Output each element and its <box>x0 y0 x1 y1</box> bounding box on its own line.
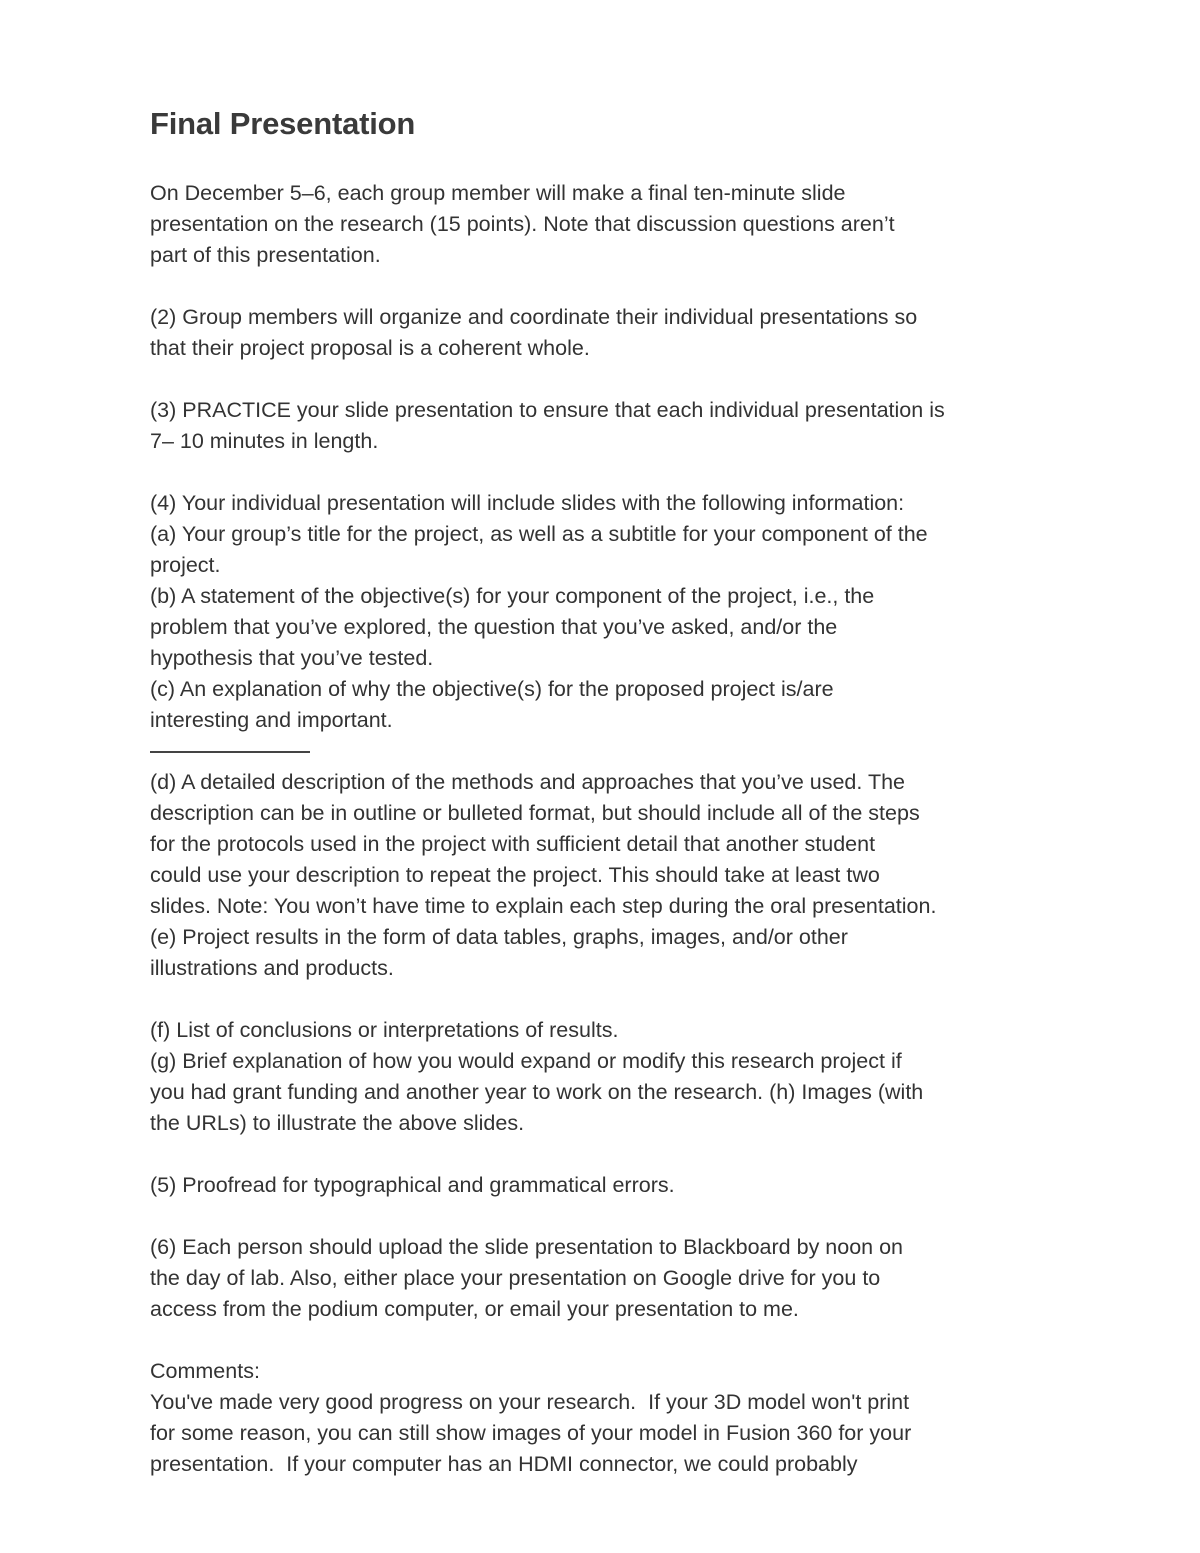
text-line: you had grant funding and another year to work on the research. (h) Images (with <box>150 1080 924 1104</box>
paragraph-spacer <box>150 984 1070 1015</box>
paragraph-spacer <box>150 1139 1070 1170</box>
text-line: project. <box>150 553 221 577</box>
item-3-paragraph <box>150 395 1070 457</box>
text-line: description can be in outline or bulleted format, but should include all of the steps <box>150 801 920 825</box>
item-d-e-paragraph <box>150 767 1070 984</box>
text-line: hypothesis that you’ve tested. <box>150 646 434 670</box>
text-line: (f) List of conclusions or interpretations of results. <box>150 1018 619 1042</box>
comments-heading: Comments: <box>150 1359 260 1383</box>
text-line: (b) A statement of the objective(s) for your component of the project, i.e., the <box>150 584 875 608</box>
text-line: On December 5–6, each group member will make a final ten-minute slide <box>150 181 846 205</box>
comments-paragraph <box>150 1356 1070 1480</box>
text-line: problem that you’ve explored, the question that you’ve asked, and/or the <box>150 615 838 639</box>
paragraph-spacer <box>150 457 1070 488</box>
text-line: part of this presentation. <box>150 243 381 267</box>
text-line: (e) Project results in the form of data tables, graphs, images, and/or other <box>150 925 848 949</box>
text-line: for some reason, you can still show images of your model in Fusion 360 for your <box>150 1421 912 1445</box>
intro-paragraph <box>150 178 1070 271</box>
text-line: presentation. If your computer has an HDMI connector, we could probably <box>150 1452 858 1476</box>
item-5-paragraph <box>150 1170 1070 1201</box>
text-line: (6) Each person should upload the slide presentation to Blackboard by noon on <box>150 1235 904 1259</box>
item-2-paragraph <box>150 302 1070 364</box>
divider-line <box>150 751 310 753</box>
text-line: that their project proposal is a coherent whole. <box>150 336 590 360</box>
document-page <box>150 104 1070 1480</box>
text-line: illustrations and products. <box>150 956 394 980</box>
text-line: presentation on the research (15 points). Note that discussion questions aren’t <box>150 212 895 236</box>
text-line: 7– 10 minutes in length. <box>150 429 379 453</box>
text-line: could use your description to repeat the project. This should take at least two <box>150 863 880 887</box>
paragraph-spacer <box>150 364 1070 395</box>
horizontal-divider <box>150 736 1070 767</box>
text-line: (5) Proofread for typographical and grammatical errors. <box>150 1173 675 1197</box>
text-line: slides. Note: You won’t have time to explain each step during the oral presentation. <box>150 894 937 918</box>
text-line: for the protocols used in the project with sufficient detail that another student <box>150 832 876 856</box>
text-line: You've made very good progress on your research. If your 3D model won't print <box>150 1390 910 1414</box>
item-6-paragraph <box>150 1232 1070 1325</box>
paragraph-spacer <box>150 1325 1070 1356</box>
text-line: (d) A detailed description of the methods and approaches that you’ve used. The <box>150 770 905 794</box>
paragraph-spacer <box>150 1201 1070 1232</box>
page-title: Final Presentation <box>150 106 416 141</box>
text-line: the URLs) to illustrate the above slides. <box>150 1111 525 1135</box>
text-line: interesting and important. <box>150 708 393 732</box>
paragraph-spacer <box>150 271 1070 302</box>
text-line: (c) An explanation of why the objective(s) for the proposed project is/are <box>150 677 834 701</box>
text-line: (4) Your individual presentation will include slides with the following information: <box>150 491 905 515</box>
text-line: (g) Brief explanation of how you would expand or modify this research project if <box>150 1049 902 1073</box>
text-line: (3) PRACTICE your slide presentation to ensure that each individual presentation is <box>150 398 945 422</box>
item-f-g-h-paragraph <box>150 1015 1070 1139</box>
text-line: access from the podium computer, or email your presentation to me. <box>150 1297 799 1321</box>
text-line: (a) Your group’s title for the project, as well as a subtitle for your component of the <box>150 522 928 546</box>
text-line: (2) Group members will organize and coordinate their individual presentations so <box>150 305 918 329</box>
text-line: the day of lab. Also, either place your presentation on Google drive for you to <box>150 1266 881 1290</box>
item-4-paragraph <box>150 488 1070 736</box>
